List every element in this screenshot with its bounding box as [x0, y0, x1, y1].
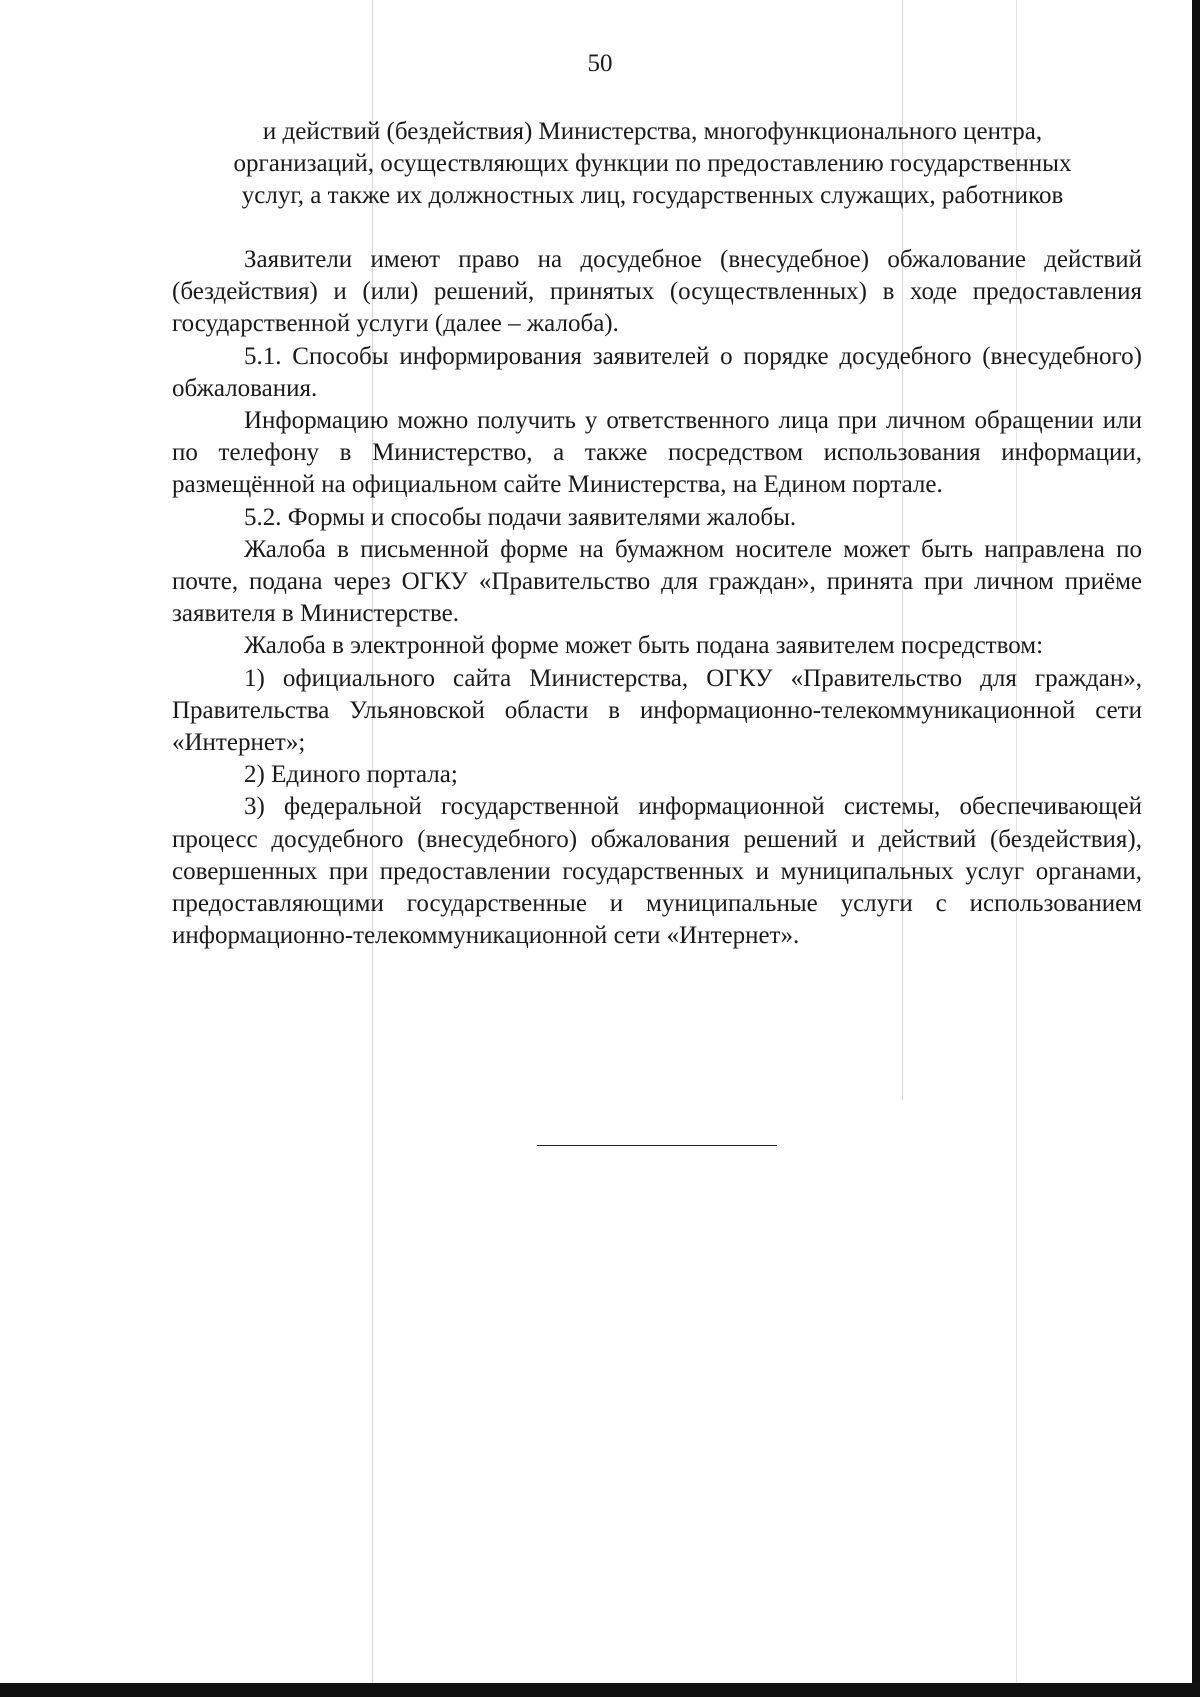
- scan-edge: [1192, 0, 1200, 1697]
- scan-bottom-edge: [0, 1683, 1200, 1697]
- end-separator-line: [537, 1145, 777, 1146]
- heading-line: организаций, осуществляющих функции по предоставлению государственных: [233, 150, 1072, 177]
- paragraph: Жалоба в письменной форме на бумажном носителе может быть направлена по почте, подана через ОГКУ «Правительство для граждан», принята при личном приёме заявителя в Министерстве.: [172, 535, 1142, 628]
- paragraph: 5.2. Формы и способы подачи заявителями жалобы.: [244, 503, 797, 531]
- list-item: 3) федеральной государственной информационной системы, обеспечивающей процесс досудебного (внесудебного) обжалования решений и действий (бездействия), совершенных при предоставлении государственных и муниципальных услуг органами, предоставляющими государственные и муниципальные услуги с использованием информационно-телекоммуникационной сети «Интернет».: [172, 793, 1142, 950]
- paragraph: Информацию можно получить у ответственного лица при личном обращении или по телефону в Министерство, а также посредством использования информации, размещённой на официальном сайте Министерства, на Едином портале.: [172, 407, 1142, 499]
- heading-line: и действий (бездействия) Министерства, многофункционального центра,: [262, 118, 1043, 145]
- list-item: 2) Единого портала;: [244, 761, 458, 789]
- document-body: [172, 244, 1142, 952]
- paragraph: Жалоба в электронной форме может быть подана заявителем посредством:: [244, 632, 1044, 660]
- page-number: 50: [587, 50, 613, 77]
- heading-line: услуг, а также их должностных лиц, государственных служащих, работников: [241, 182, 1064, 209]
- list-item: 1) официального сайта Министерства, ОГКУ «Правительство для граждан», Правительства Ульяновской области в информационно-телекоммуникационной сети «Интернет»;: [172, 664, 1142, 757]
- paragraph: Заявители имеют право на досудебное (внесудебное) обжалование действий (бездействия) и (или) решений, принятых (осуществленных) в ходе предоставления государственной услуги (далее – жалоба).: [172, 246, 1142, 338]
- paragraph: 5.1. Способы информирования заявителей о порядке досудебного (внесудебного) обжалования.: [172, 342, 1142, 402]
- section-heading: [160, 116, 1145, 212]
